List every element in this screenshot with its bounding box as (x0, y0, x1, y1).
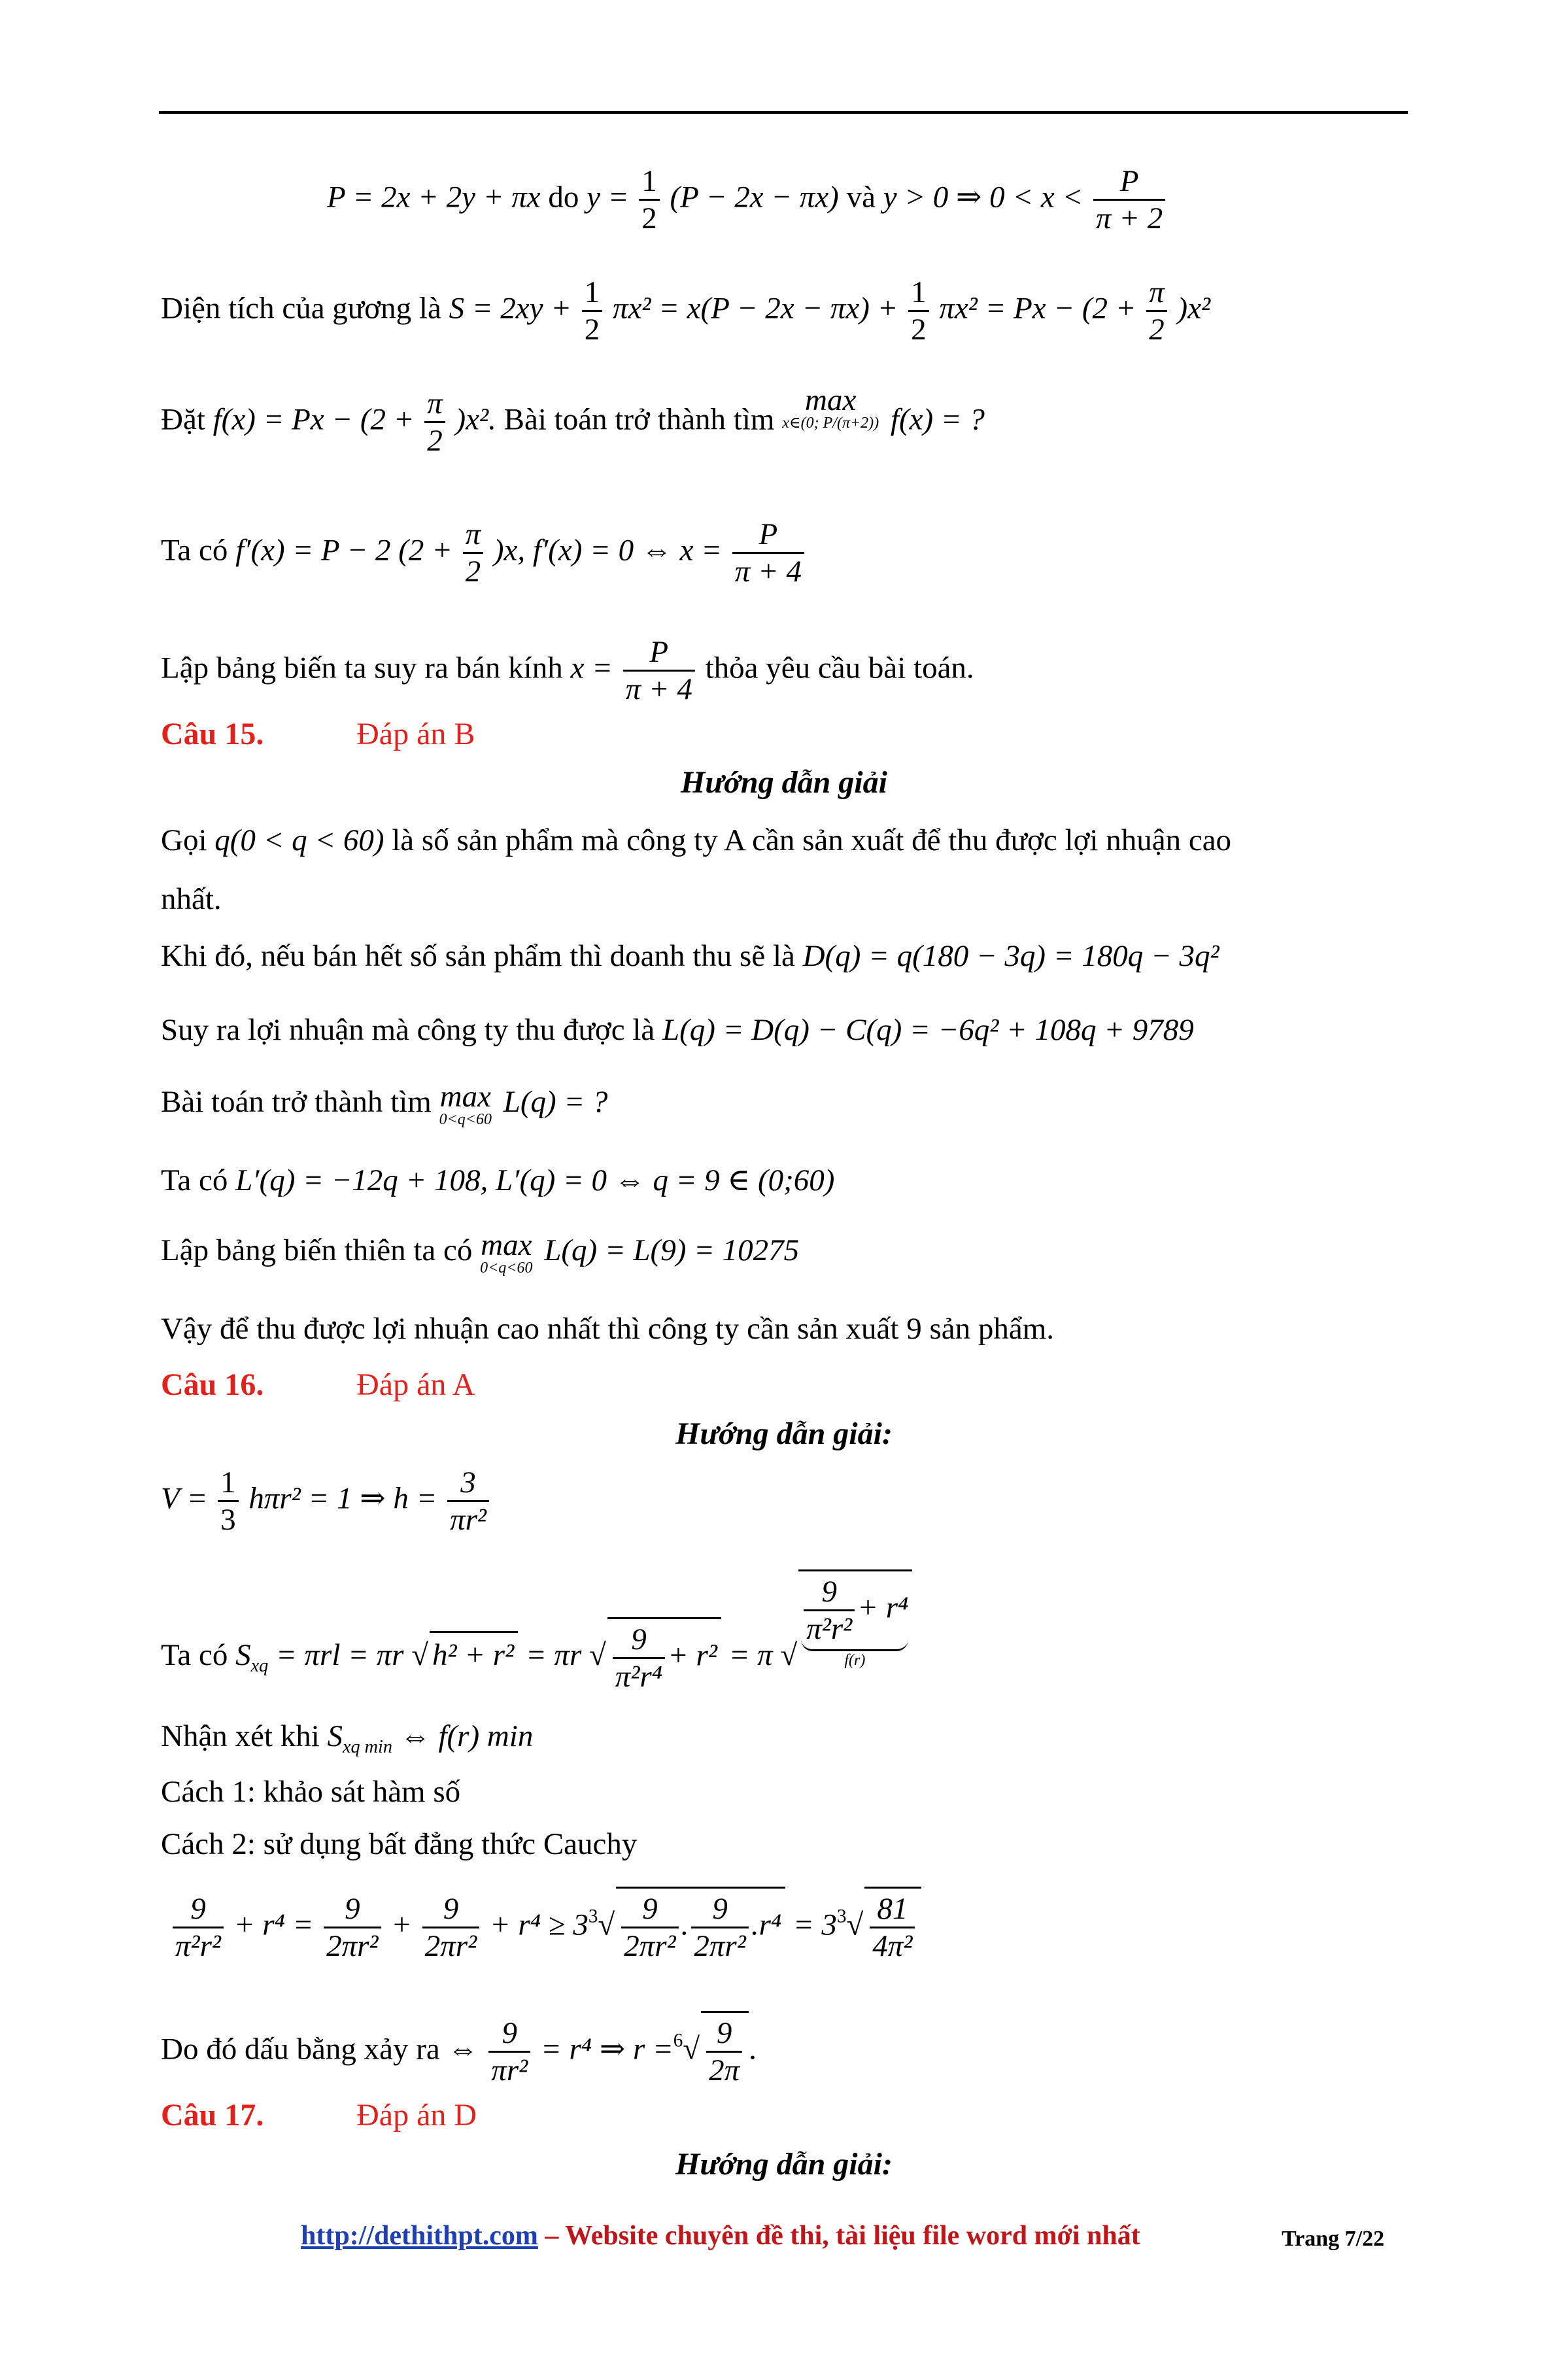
q15-line-1 (161, 821, 1231, 860)
max-operator: max x∈(0; P/(π+2)) (782, 383, 879, 432)
question-17-guide-title: Hướng dẫn giải: (675, 2147, 893, 2182)
question-15-heading (161, 715, 475, 754)
v-eq: V = (161, 1481, 208, 1516)
question-15-label: Câu 15. (161, 717, 264, 751)
fraction-half: $\frac{1}{2}$ (639, 163, 660, 236)
y-eq: y = (587, 180, 629, 214)
q16-lateral-area-line (161, 1569, 912, 1694)
x-bound: y > 0 ⇒ 0 < x < (883, 180, 1083, 214)
ineq-b: + r⁴ ≥ 3 (489, 1908, 588, 1942)
profit-eq: L(q) = D(q) − C(q) = −6q² + 108q + 9789 (662, 1013, 1194, 1047)
derivative-eq: f′(x) = P − 2 (235, 533, 391, 568)
cube-root-result: $\frac{81}{\text{4π²}}$ (864, 1887, 921, 1964)
sqrt-symbol: √ (846, 1908, 864, 1942)
fraction: $\frac{9}{\text{π²r²}}$ (173, 1891, 224, 1964)
s-xq-min: $S_{xq min}$ (327, 1719, 392, 1757)
ineq-c: = 3 (793, 1908, 837, 1942)
max-operator: max 0<q<60 (439, 1080, 492, 1128)
sixth-root-expression: $\frac{9}{2\pi}$ (701, 2011, 749, 2088)
mirror-area-text: Diện tích của gương là (161, 291, 441, 326)
ineq-a: + r⁴ = (233, 1908, 314, 1942)
paren-open: (2 + (398, 533, 452, 568)
paren-open: (2 + (1082, 291, 1136, 326)
fraction-pi-half: $\frac{\pi}{2}$ (1146, 275, 1167, 347)
problem-becomes-text: Bài toán trở thành tìm (503, 402, 775, 437)
q15-line-2: nhất. (161, 882, 222, 916)
satisfies-text: thỏa yêu cầu bài toán. (705, 651, 974, 685)
sqrt-symbol: √ (411, 1638, 428, 1672)
fraction-pi-half: $\frac{\pi}{2}$ (424, 386, 445, 458)
equality-eq: = r⁴ ⇒ r = (540, 2032, 673, 2066)
define-f-line (161, 383, 985, 458)
observation-text: Nhận xét khi (161, 1719, 320, 1753)
sqrt-symbol: √ (683, 2032, 700, 2066)
q16-volume-line (161, 1465, 492, 1537)
q15-profit-line (161, 1010, 1194, 1050)
root-index: 6 (673, 2030, 683, 2051)
y-expression: (P − 2x − πx) (670, 180, 839, 214)
sqrt-symbol: √ (780, 1638, 798, 1672)
question-15-guide-title: Hướng dẫn giải (681, 765, 887, 800)
q15-max-result-line (161, 1228, 800, 1276)
q16-equality-line (161, 2011, 757, 2088)
sqrt-expression-1: $\frac{9}{\text{π²r⁴}}$ + r² (607, 1617, 721, 1694)
q-domain: q(0 < q < 60) (214, 823, 384, 857)
critical-point-eq: )x, f′(x) = 0 ⇔ x = (493, 533, 722, 568)
fraction-half: $\frac{1}{2}$ (908, 275, 929, 347)
q15-line-1-text: là số sản phẩm mà công ty A cần sản xuất để thu được lợi nhuận cao (392, 823, 1232, 857)
question-17-heading (161, 2096, 477, 2135)
fraction-p-over-pi-plus-2: $\frac{P}{\pi + 2}$ (1093, 163, 1165, 236)
formula-perimeter (327, 163, 1168, 236)
fraction-h: $\frac{3}{\text{πr²}}$ (447, 1465, 489, 1537)
word-va: và (846, 180, 876, 214)
question-16-answer: Đáp án A (356, 1367, 475, 1402)
radius-conclusion-line (161, 634, 974, 707)
root-index: 3 (836, 1906, 847, 1927)
max-value-eq: L(q) = L(9) = 10275 (544, 1233, 800, 1267)
question-16-guide-title: Hướng dẫn giải: (675, 1416, 893, 1451)
cube-root-expression: $\frac{9}{\text{2πr²}}$ . $\frac{9}{\text{2πr²}}$ .r⁴ (616, 1887, 785, 1964)
area-eq-start: S = 2xy + (449, 291, 571, 326)
fraction-pi-half: $\frac{\pi}{2}$ (463, 517, 484, 589)
fraction-p-over-pi-plus-4: $\frac{P}{\pi + 4}$ (623, 634, 695, 707)
footer (301, 2220, 1140, 2252)
area-eq-tail: πx² = Px − (939, 291, 1075, 326)
x-eq: x = (570, 651, 613, 685)
q16-observation-line (161, 1717, 533, 1756)
sqrt-symbol: √ (598, 1908, 615, 1942)
area-eq-mid: πx² = x(P − 2x − πx) + (612, 291, 898, 326)
profit-text: Suy ra lợi nhuận mà công ty thu được là (161, 1013, 655, 1047)
max-operator: max 0<q<60 (480, 1228, 533, 1276)
q15-revenue-line (161, 936, 1219, 976)
q15-derivative-line (161, 1161, 834, 1200)
fraction-third: $\frac{1}{3}$ (218, 1465, 239, 1537)
question-16-label: Câu 16. (161, 1367, 264, 1402)
s-xq: $S_{xq}$ (235, 1638, 269, 1676)
q15-max-problem-line (161, 1082, 607, 1128)
plus-sign: + (391, 1908, 412, 1942)
revenue-eq: D(q) = q(180 − 3q) = 180q − 3q² (802, 939, 1219, 973)
revenue-text: Khi đó, nếu bán hết số sản phẩm thì doanh thu sẽ là (161, 939, 795, 973)
problem-becomes-text: Bài toán trở thành tìm (161, 1085, 432, 1119)
q15-conclusion: Vậy để thu được lợi nhuận cao nhất thì công ty cần sản xuất 9 sản phẩm. (161, 1312, 1055, 1346)
word-do: do (548, 180, 579, 214)
fraction-p-over-pi-plus-4: $\frac{P}{\pi + 4}$ (732, 517, 804, 589)
word-ta-co: Ta có (161, 533, 228, 568)
lateral-eq-a: = πrl = πr (276, 1638, 404, 1672)
max-target: L(q) = ? (503, 1085, 608, 1119)
mirror-area-line (161, 275, 1210, 347)
equality-text: Do đó dấu bằng xảy ra (161, 2032, 440, 2066)
question-15-answer: Đáp án B (356, 717, 475, 751)
question-17-answer: Đáp án D (356, 2098, 477, 2133)
paren-close: )x² (1177, 291, 1211, 326)
variation-table-text: Lập bảng biến thiên ta có (161, 1233, 473, 1267)
header-rule (159, 111, 1408, 114)
lateral-eq-b: = πr (525, 1638, 582, 1672)
volume-eq: hπr² = 1 ⇒ h = (248, 1481, 437, 1516)
word-goi: Gọi (161, 823, 207, 857)
sqrt-symbol: √ (589, 1638, 606, 1672)
method-1: Cách 1: khảo sát hàm số (161, 1775, 461, 1809)
page-number: Trang 7/22 (1282, 2227, 1385, 2251)
sqrt-expression-2: $\frac{9}{\text{π²r²}}$ + r⁴ f(r) (798, 1569, 912, 1670)
word-ta-co: Ta có (161, 1163, 228, 1197)
word-ta-co: Ta có (161, 1638, 228, 1672)
max-target: f(x) = ? (890, 402, 985, 437)
fraction: $\frac{9}{\text{πr²}}$ (488, 2015, 530, 2088)
fraction-half: $\frac{1}{2}$ (582, 275, 603, 347)
iff-sign: ⇔ (447, 2032, 479, 2066)
f-min: ⇔ f(r) min (400, 1719, 534, 1753)
lateral-eq-c: = π (728, 1638, 773, 1672)
f-definition: f(x) = Px − (213, 402, 353, 437)
period: . (749, 2032, 757, 2066)
method-2: Cách 2: sử dụng bất đẳng thức Cauchy (161, 1827, 638, 1861)
sqrt-h2-r2: h² + r² (430, 1631, 518, 1675)
profit-derivative-eq: L′(q) = −12q + 108, L′(q) = 0 ⇔ q = 9 ∈ (0;60) (235, 1163, 835, 1197)
footer-link[interactable]: http://dethithpt.com (301, 2221, 538, 2251)
paren-close: )x². (455, 402, 496, 437)
footer-text: – Website chuyên đề thi, tài liệu file word mới nhất (537, 2221, 1140, 2251)
cauchy-inequality-line (170, 1887, 921, 1964)
derivative-line (161, 517, 807, 589)
underbrace-label: f(r) (844, 1652, 866, 1669)
fraction: $\frac{9}{\text{2πr²}}$ (324, 1891, 381, 1964)
root-index: 3 (588, 1906, 598, 1927)
fraction: $\frac{9}{\text{2πr²}}$ (422, 1891, 479, 1964)
question-16-heading (161, 1365, 475, 1405)
perimeter-eq: P = 2x + 2y + πx (327, 180, 541, 214)
paren-open: (2 + (360, 402, 415, 437)
word-dat: Đặt (161, 402, 205, 437)
variation-table-text: Lập bảng biến ta suy ra bán kính (161, 651, 563, 685)
question-17-label: Câu 17. (161, 2098, 264, 2133)
